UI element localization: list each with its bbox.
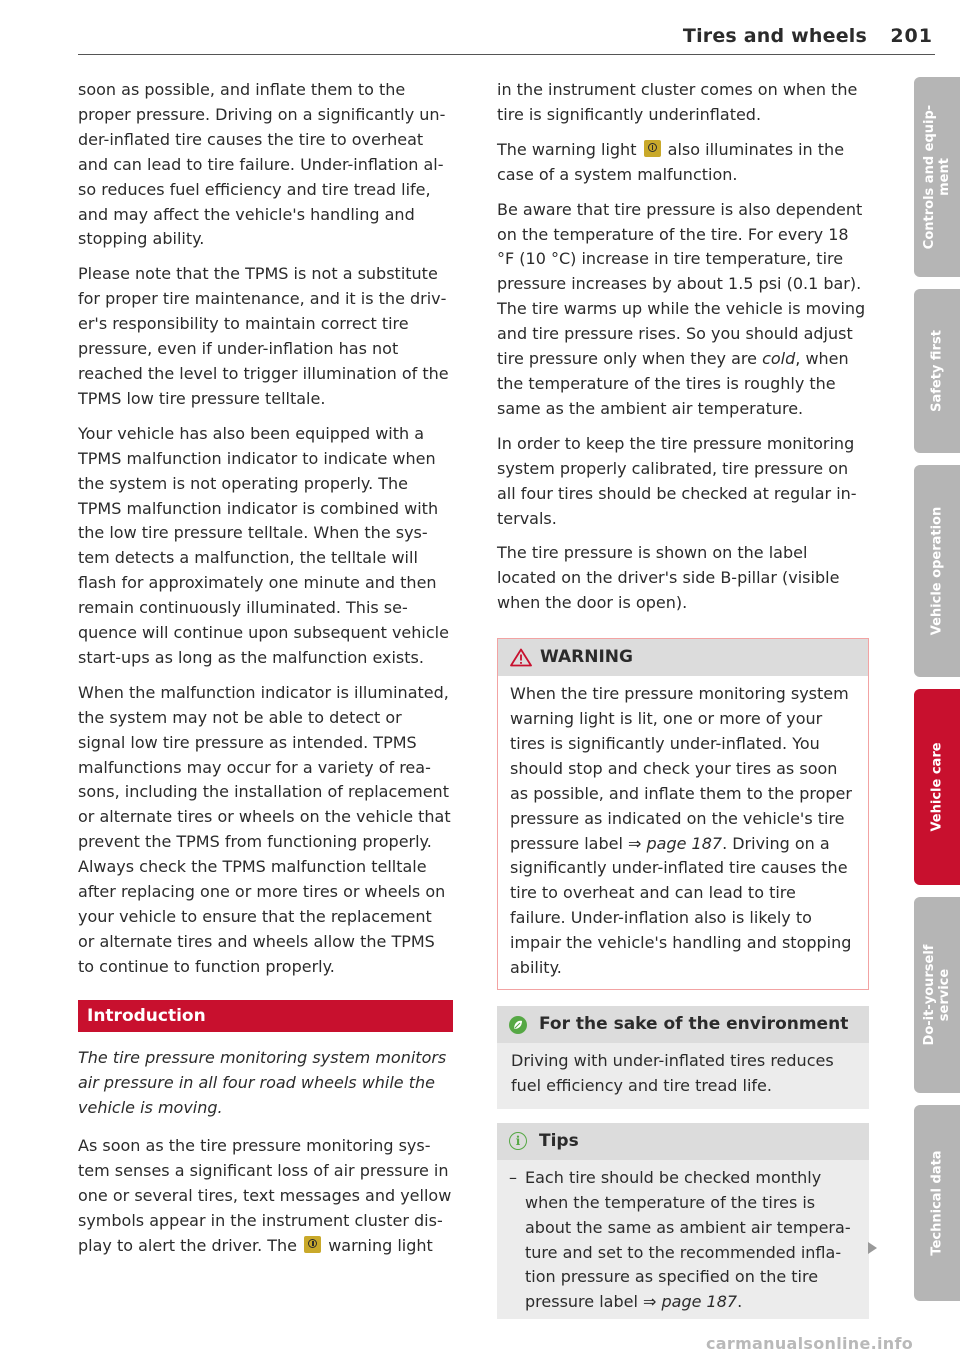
page-header [78,22,935,55]
tab-label: Safety first [929,330,945,412]
environment-body [497,1043,869,1109]
left-column [78,78,453,1269]
list-item [509,1166,857,1315]
warning-body [498,676,868,989]
page-number: 201 [890,25,933,47]
info-icon: i [509,1132,527,1150]
tab-technical-data[interactable] [914,1105,960,1301]
text-fragment: warning light [328,1236,433,1256]
paragraph: When the malfunction indicator is illuminated, the system may not be able to detect or signal low tire pressure as intended. TPMS malfunctions may occur for a variety of reasons, including the installation of replacement or alternate tires or wheels on the vehicle that prevent the TPMS from functioning properly. Always check the TPMS malfunction telltale after replacing one or more tires or wheels on your vehicle to ensure that the replacement or alternate tires and wheels allow the TPMS to continue to function properly. [78,682,451,976]
text-fragment: . [737,1292,743,1312]
warning-header [498,639,868,676]
tab-vehicle-care[interactable] [914,689,960,885]
tips-heading: Tips [539,1130,579,1151]
text-fragment: As soon as the tire pressure monitoring system senses a significant loss of air pressure in one or several tires, text messages and yellow symbols appear in the instrument cluster display to alert the driver. The [78,1136,452,1256]
tab-label: Do-it-yourself service [922,944,952,1046]
tab-label: Technical data [929,1150,945,1256]
tab-controls-and-equipment[interactable] [914,77,960,277]
tire-pressure-warning-icon [304,1236,321,1253]
page-reference-link[interactable]: ⇒ page 187 [627,833,723,853]
paragraph: soon as possible, and inflate them to the proper pressure. Driving on a significantly under-inflated tire causes the tire to overheat and can lead to tire failure. Under-inflation also reduces fuel efficiency and tire tread life, and may affect the vehicle's handling and stopping ability. [78,80,446,249]
right-column [497,78,869,1319]
text-fragment: Be aware that tire pressure is also dependent on the temperature of the tire. For every 18 °F (10 °C) increase in tire temperature, tire pressure increases by about 1.5 psi (0.1 bar). The tire warms up while the vehicle is moving and tire pressure rises. So you should adjust tire pressure only when they are [497,199,866,369]
intro-lead: The tire pressure monitoring system monitors air pressure in all four road wheels while the vehicle is moving. [78,1047,447,1117]
continue-arrow-icon [868,1242,877,1254]
tab-label: Vehicle operation [929,506,945,636]
paragraph: Your vehicle has also been equipped with a TPMS malfunction indicator to indicate when the system is not operating properly. The TPMS malfunction indicator is combined with the low tire pressure telltale. When the system detects a malfunction, the telltale will flash for approximately one minute and then remain continuously illuminated. This sequence will continue upon subsequent vehicle start-ups as long as the malfunction exists. [78,423,449,667]
tab-label: Controls and equip- ment [922,104,952,250]
watermark: carmanualsonline.info [706,1334,914,1353]
warning-text [510,682,856,981]
section-title: Tires and wheels [682,25,867,47]
tab-label: Vehicle care [929,742,945,832]
tab-do-it-yourself-service[interactable] [914,897,960,1093]
warning-box [497,638,869,990]
paragraph [78,1134,453,1259]
tab-vehicle-operation[interactable] [914,465,960,677]
tips-header [497,1123,869,1160]
introduction-heading: Introduction [78,1000,453,1032]
paragraph [497,198,869,422]
text-fragment: , when the temperature of the tires is roughly the same as the ambient air temperature. [497,349,849,418]
environment-box [497,1006,869,1109]
text-fragment: When the tire pressure monitoring system warning light is lit, one or more of your tires is significantly under-inflated. You should stop and check your tires as soon as possible, and inflate them to the proper pressure as indicated on the vehicle's tire pressure label [510,684,852,853]
tips-body [497,1160,869,1319]
leaf-icon [509,1016,527,1034]
tab-safety-first[interactable] [914,289,960,453]
text-fragment: The warning light [497,139,637,159]
text-fragment: also illuminates in the case of a system malfunction. [497,139,845,184]
page-reference-link[interactable]: ⇒ page 187 [642,1292,738,1312]
paragraph: in the instrument cluster comes on when the tire is significantly underinflated. [497,80,858,124]
text-fragment: . Driving on a significantly under-inflated tire causes the tire to overheat and can lead to tire failure. Under-inflation also is likely to impair the vehicle's handling and stopping ability. [510,833,852,978]
list-dash: – [509,1167,517,1187]
tips-box [497,1123,869,1319]
warning-heading: WARNING [540,647,633,668]
paragraph: The tire pressure is shown on the label located on the driver's side B-pillar (visible when the door is open). [497,543,840,613]
emphasis: cold [762,349,796,369]
warning-triangle-icon [510,648,532,667]
paragraph [497,138,869,188]
environment-text: Driving with under-inflated tires reduces fuel efficiency and tire tread life. [511,1051,834,1095]
paragraph: In order to keep the tire pressure monitoring system properly calibrated, tire pressure on all four tires should be checked at regular intervals. [497,433,857,528]
environment-heading: For the sake of the environment [539,1014,849,1034]
environment-header [497,1006,869,1043]
tire-pressure-warning-icon [644,140,661,157]
paragraph: Please note that the TPMS is not a substitute for proper tire maintenance, and it is the driver's responsibility to maintain correct tire pressure, even if under-inflation has not reached the level to trigger illumination of the TPMS low tire pressure telltale. [78,264,449,408]
tip-text [525,1166,857,1315]
text-fragment: Each tire should be checked monthly when the temperature of the tires is about the same as ambient air temperature and set to the recommended inflation pressure as specified on the tire pressure label [525,1167,851,1312]
